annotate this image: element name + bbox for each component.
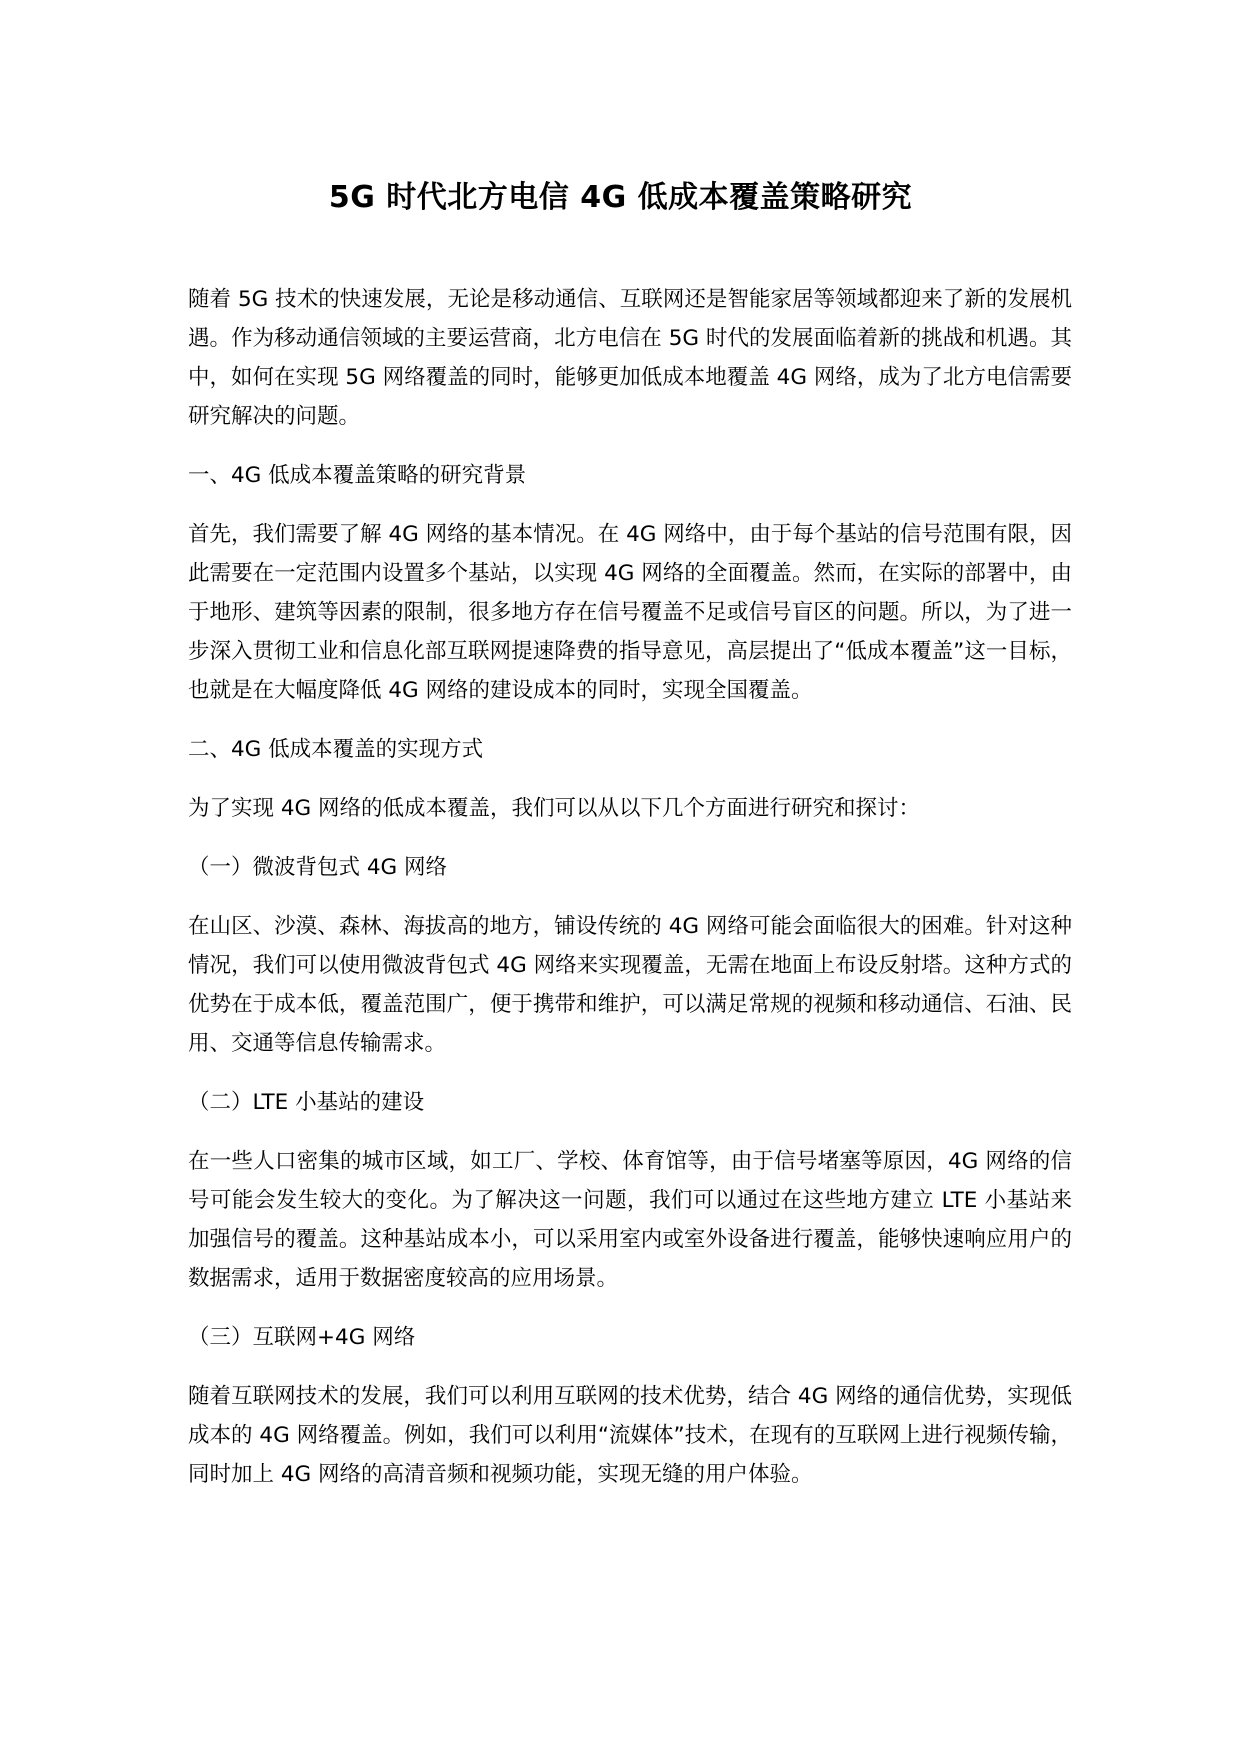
subsection-heading-microwave: （一）微波背包式 4G 网络 <box>188 855 448 880</box>
paragraph-intro: 随着 5G 技术的快速发展，无论是移动通信、互联网还是智能家居等领域都迎来了新的发展机遇。作为移动通信领域的主要运营商，北方电信在 5G 时代的发展面临着新的挑战和机遇。其中，如何在实现 5G 网络覆盖的同时，能够更加低成本地覆盖 4G 网络，成为了北方电信需要研究解决的问题。 <box>188 287 1072 429</box>
paragraph-microwave: 在山区、沙漠、森林、海拔高的地方，铺设传统的 4G 网络可能会面临很大的困难。针对这种情况，我们可以使用微波背包式 4G 网络来实现覆盖，无需在地面上布设反射塔。这种方式的优势在于成本低，覆盖范围广，便于携带和维护，可以满足常规的视频和移动通信、石油、民用、交通等信息传输需求。 <box>188 914 1072 1056</box>
document-title: 5G 时代北方电信 4G 低成本覆盖策略研究 <box>328 180 913 215</box>
subsection-heading-lte-small-cell: （二）LTE 小基站的建设 <box>188 1090 425 1115</box>
paragraph-methods-intro: 为了实现 4G 网络的低成本覆盖，我们可以从以下几个方面进行研究和探讨： <box>188 796 921 821</box>
paragraph-background: 首先，我们需要了解 4G 网络的基本情况。在 4G 网络中，由于每个基站的信号范围有限，因此需要在一定范围内设置多个基站，以实现 4G 网络的全面覆盖。然而，在实际的部署中，由于地形、建筑等因素的限制，很多地方存在信号覆盖不足或信号盲区的问题。所以，为了进一步深入贯彻工业和信息化部互联网提速降费的指导意见，高层提出了“低成本覆盖”这一目标，也就是在大幅度降低 4G 网络的建设成本的同时，实现全国覆盖。 <box>188 522 1072 703</box>
document-body <box>188 280 1072 1514</box>
section-heading-background: 一、4G 低成本覆盖策略的研究背景 <box>188 463 527 488</box>
section-heading-methods: 二、4G 低成本覆盖的实现方式 <box>188 737 484 762</box>
paragraph-internet-4g: 随着互联网技术的发展，我们可以利用互联网的技术优势，结合 4G 网络的通信优势，实现低成本的 4G 网络覆盖。例如，我们可以利用“流媒体”技术，在现有的互联网上进行视频传输，同时加上 4G 网络的高清音频和视频功能，实现无缝的用户体验。 <box>188 1384 1072 1487</box>
subsection-heading-internet-4g: （三）互联网+4G 网络 <box>188 1325 416 1350</box>
paragraph-lte-small-cell: 在一些人口密集的城市区域，如工厂、学校、体育馆等，由于信号堵塞等原因，4G 网络的信号可能会发生较大的变化。为了解决这一问题，我们可以通过在这些地方建立 LTE 小基站来加强信号的覆盖。这种基站成本小，可以采用室内或室外设备进行覆盖，能够快速响应用户的数据需求，适用于数据密度较高的应用场景。 <box>188 1149 1072 1291</box>
